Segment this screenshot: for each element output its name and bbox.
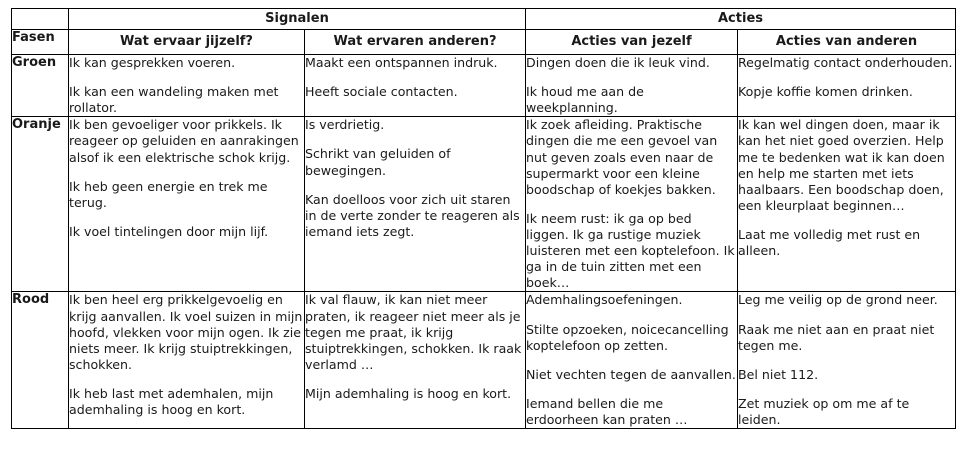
- cell-rood-wat-ervaren-anderen: [305, 292, 526, 429]
- cell-rood-acties-van-jezelf: [526, 292, 738, 429]
- table-row: [12, 55, 956, 117]
- cell-oranje-wat-ervaren-anderen: [305, 117, 526, 292]
- cell-paragraph: Ik houd me aan de weekplanning.: [526, 84, 644, 116]
- cell-groen-acties-van-anderen: [738, 55, 956, 117]
- cell-paragraph: Iemand bellen die me erdoorheen kan praten …: [526, 395, 688, 427]
- header-corner-blank: [12, 9, 69, 30]
- cell-paragraph: Laat me volledig met rust en alleen.: [738, 226, 921, 259]
- cell-paragraph: Zet muziek op om me af te leiden.: [738, 395, 910, 427]
- cell-groen-wat-ervaren-anderen: [305, 55, 526, 117]
- cell-paragraph: Is verdrietig.: [305, 117, 385, 133]
- cell-rood-wat-ervaar-jijzelf: [69, 292, 305, 429]
- column-header-wat-ervaren-anderen: Wat ervaren anderen?: [305, 30, 526, 55]
- cell-paragraph: Ik val flauw, ik kan niet meer praten, ik reageer niet meer als je tegen me praat, ik krijg stuiptrekkingen, schokken. Ik raak verlamd …: [305, 292, 522, 372]
- cell-paragraph: Ik ben gevoeliger voor prikkels. Ik reageer op geluiden en aanrakingen alsof ik een elektrische schok krijg.: [69, 117, 299, 165]
- cell-oranje-acties-van-jezelf: [526, 117, 738, 292]
- table-body: [12, 55, 956, 429]
- cell-paragraph: Stilte opzoeken, noicecancelling koptelefoon op zetten.: [526, 321, 729, 353]
- cell-groen-acties-van-jezelf: [526, 55, 738, 117]
- cell-paragraph: Bel niet 112.: [738, 366, 819, 382]
- cell-paragraph: Maakt een ontspannen indruk.: [305, 55, 498, 70]
- cell-paragraph: Raak me niet aan en praat niet tegen me.: [738, 321, 935, 353]
- cell-paragraph: Ik ben heel erg prikkelgevoelig en krijg aanvallen. Ik voel suizen in mijn hoofd, vlekken voor mijn ogen. Ik zie niets meer. Ik krijg stuiptrekkingen, schokken.: [69, 292, 303, 372]
- cell-paragraph: Heeft sociale contacten.: [305, 84, 458, 100]
- cell-paragraph: Kan doelloos voor zich uit staren in de verte zonder te reageren als iemand iets zegt.: [305, 191, 520, 239]
- cell-paragraph: Ademhalingsoefeningen.: [526, 292, 683, 308]
- cell-paragraph: Ik kan wel dingen doen, maar ik kan het niet goed overzien. Help me te bedenken wat ik kan doen en help me starten met iets haalbaars. Een boodschap doen, een kleurplaat beginnen…: [738, 117, 945, 213]
- cell-paragraph: Kopje koffie komen drinken.: [738, 84, 913, 100]
- group-header-signalen: Signalen: [69, 9, 526, 30]
- column-header-row: [12, 30, 956, 55]
- cell-paragraph: Leg me veilig op de grond neer.: [738, 292, 938, 308]
- cell-oranje-acties-van-anderen: [738, 117, 956, 292]
- cell-paragraph: Regelmatig contact onderhouden.: [738, 55, 953, 70]
- cell-groen-wat-ervaar-jijzelf: [69, 55, 305, 117]
- cell-paragraph: Mijn ademhaling is hoog en kort.: [305, 385, 512, 401]
- group-header-row: [12, 9, 956, 30]
- signaleringsplan-table: [11, 8, 956, 429]
- cell-paragraph: Ik kan een wandeling maken met rollator.: [69, 84, 279, 116]
- cell-oranje-wat-ervaar-jijzelf: [69, 117, 305, 292]
- cell-paragraph: Schrikt van geluiden of bewegingen.: [305, 146, 451, 178]
- cell-paragraph: Ik voel tintelingen door mijn lijf.: [69, 223, 269, 239]
- column-header-acties-van-anderen: Acties van anderen: [738, 30, 956, 55]
- column-header-fasen: Fasen: [12, 30, 69, 55]
- cell-paragraph: Ik heb geen energie en trek me terug.: [69, 178, 268, 210]
- cell-paragraph: Ik heb last met ademhalen, mijn ademhaling is hoog en kort.: [69, 385, 274, 418]
- cell-paragraph: Ik kan gesprekken voeren.: [69, 55, 236, 70]
- column-header-acties-van-jezelf: Acties van jezelf: [526, 30, 738, 55]
- table-head: [12, 9, 956, 55]
- cell-rood-acties-van-anderen: [738, 292, 956, 429]
- table-row: [12, 292, 956, 429]
- cell-paragraph: Ik neem rust: ik ga op bed liggen. Ik ga rustige muziek luisteren met een koptelefoon. Ik ga in de tuin zitten met een boek…: [526, 210, 735, 291]
- column-header-wat-ervaar-jijzelf: Wat ervaar jijzelf?: [69, 30, 305, 55]
- table-row: [12, 117, 956, 292]
- cell-paragraph: Dingen doen die ik leuk vind.: [526, 55, 710, 70]
- phase-label-rood: Rood: [12, 292, 69, 429]
- cell-paragraph: Ik zoek afleiding. Praktische dingen die me een gevoel van nut geven zoals even naar de supermarkt voor een kleine boodschap of koekjes bakken.: [526, 117, 718, 197]
- group-header-acties: Acties: [526, 9, 956, 30]
- cell-paragraph: Niet vechten tegen de aanvallen.: [526, 366, 736, 382]
- phase-label-oranje: Oranje: [12, 117, 69, 292]
- phase-label-groen: Groen: [12, 55, 69, 117]
